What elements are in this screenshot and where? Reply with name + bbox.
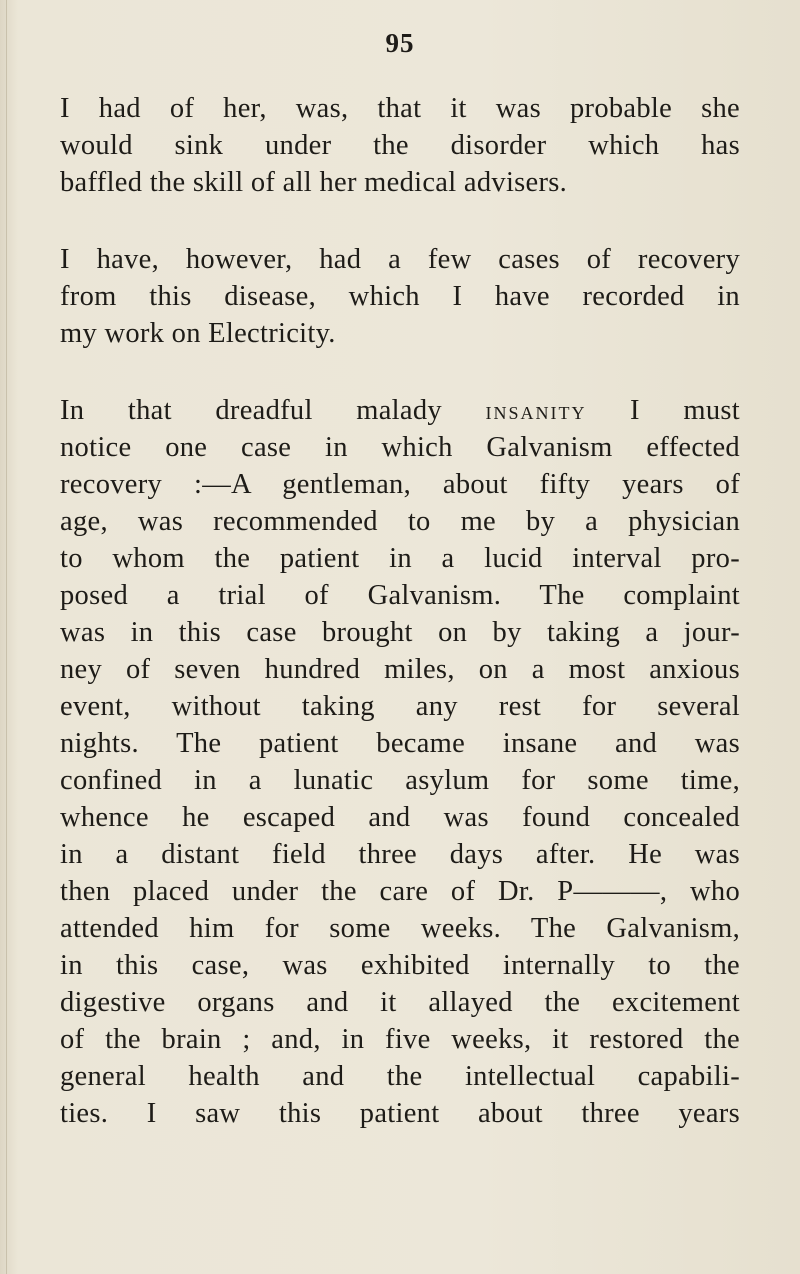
page-gutter	[6, 0, 7, 1274]
small-caps-word: insanity	[485, 398, 587, 425]
paragraph-gap	[60, 352, 740, 392]
paragraph-gap	[60, 201, 740, 241]
text-line: my work on Electricity.	[60, 318, 336, 349]
text-line: whence he escaped and was found concealed	[60, 802, 740, 833]
page-number: 95	[385, 28, 415, 58]
paragraph	[60, 392, 740, 1132]
text-line: ney of seven hundred miles, on a most anxious	[60, 654, 740, 685]
text-line: baffled the skill of all her medical advisers.	[60, 167, 568, 198]
text-line: would sink under the disorder which has	[60, 130, 740, 161]
text-fragment: I must	[630, 395, 740, 426]
paragraph	[60, 90, 740, 201]
text-line: I have, however, had a few cases of recovery	[60, 244, 740, 275]
paragraph	[60, 241, 740, 352]
text-line: ties. I saw this patient about three years	[60, 1098, 740, 1129]
text-line: age, was recommended to me by a physician	[60, 506, 740, 537]
text-line	[60, 392, 740, 429]
text-line: confined in a lunatic asylum for some time,	[60, 765, 740, 796]
text-line: attended him for some weeks. The Galvanism,	[60, 913, 740, 944]
text-fragment: In that dreadful malady	[60, 395, 442, 426]
text-line: to whom the patient in a lucid interval pro-	[60, 543, 740, 574]
text-line: nights. The patient became insane and was	[60, 728, 740, 759]
text-line: in a distant field three days after. He was	[60, 839, 740, 870]
text-line: was in this case brought on by taking a jour-	[60, 617, 740, 648]
text-line: posed a trial of Galvanism. The complaint	[60, 580, 740, 611]
text-line: from this disease, which I have recorded in	[60, 281, 740, 312]
text-line: then placed under the care of Dr. P———, who	[60, 876, 740, 907]
text-line: event, without taking any rest for several	[60, 691, 740, 722]
text-line: I had of her, was, that it was probable she	[60, 93, 740, 124]
body-text	[60, 90, 740, 1132]
text-line: general health and the intellectual capabili-	[60, 1061, 740, 1092]
text-line: recovery :—A gentleman, about fifty years of	[60, 469, 740, 500]
text-line: notice one case in which Galvanism effected	[60, 432, 740, 463]
text-line: in this case, was exhibited internally to the	[60, 950, 740, 981]
text-line: of the brain ; and, in five weeks, it restored the	[60, 1024, 740, 1055]
text-line: digestive organs and it allayed the excitement	[60, 987, 740, 1018]
